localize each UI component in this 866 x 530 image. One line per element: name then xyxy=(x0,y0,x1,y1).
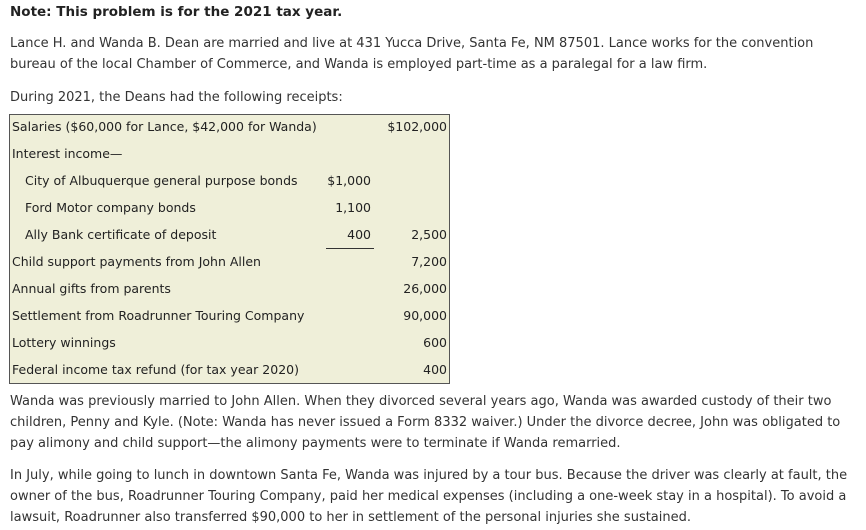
row-amount-col1: 400 xyxy=(347,227,371,242)
row-label: Settlement from Roadrunner Touring Company xyxy=(12,308,305,323)
row-label: Ally Bank certificate of deposit xyxy=(25,227,217,242)
row-amount-col2: 90,000 xyxy=(403,308,447,323)
row-label: City of Albuquerque general purpose bonds xyxy=(25,173,298,188)
table-row xyxy=(10,305,449,327)
subtotal-rule xyxy=(326,248,374,249)
table-row xyxy=(10,197,449,219)
table-row xyxy=(10,278,449,300)
row-label: Annual gifts from parents xyxy=(12,281,171,296)
divorce-paragraph: Wanda was previously married to John Allen. When they divorced several years ago, Wanda was awarded custody of their two children, Penny and Kyle. (Note: Wanda has never issued a Form 8332 waiver.) Under the divorce decree, John was obligated to pay alimony and child support—the alimony payments were to terminate if Wanda remarried. xyxy=(10,394,841,451)
row-amount-col1: $1,000 xyxy=(327,173,371,188)
table-row xyxy=(10,332,449,354)
injury-paragraph: In July, while going to lunch in downtown Santa Fe, Wanda was injured by a tour bus. Because the driver was clearly at fault, the owner of the bus, Roadrunner Touring Company, paid her medical expenses (including a one-week stay in a hospital). To avoid a lawsuit, Roadrunner also transferred $90,000 to her in settlement of the personal injuries she sustained. xyxy=(10,468,848,525)
row-label: Child support payments from John Allen xyxy=(12,254,261,269)
row-amount-col1: 1,100 xyxy=(335,200,371,215)
row-amount-col2: 7,200 xyxy=(411,254,447,269)
intro-paragraph: Lance H. and Wanda B. Dean are married and live at 431 Yucca Drive, Santa Fe, NM 87501. Lance works for the convention bureau of the local Chamber of Commerce, and Wanda is employed part-time as a paralegal for a law firm. xyxy=(10,36,814,72)
row-amount-col2: 400 xyxy=(423,362,447,377)
row-label: Lottery winnings xyxy=(12,335,116,350)
row-label: Interest income— xyxy=(12,146,123,161)
row-amount-col2: 26,000 xyxy=(403,281,447,296)
row-label: Ford Motor company bonds xyxy=(25,200,196,215)
table-row xyxy=(10,116,449,138)
problem-note: Note: This problem is for the 2021 tax year. xyxy=(10,4,343,20)
row-amount-col2: 600 xyxy=(423,335,447,350)
row-label: Federal income tax refund (for tax year 2020) xyxy=(12,362,299,377)
table-row xyxy=(10,359,449,381)
row-amount-col2: 2,500 xyxy=(411,227,447,242)
table-row xyxy=(10,143,449,165)
table-row xyxy=(10,224,449,246)
receipts-table xyxy=(9,114,450,384)
row-amount-col2: $102,000 xyxy=(387,119,447,134)
row-label: Salaries ($60,000 for Lance, $42,000 for Wanda) xyxy=(12,119,317,134)
table-row xyxy=(10,170,449,192)
table-row xyxy=(10,251,449,273)
receipts-heading: During 2021, the Deans had the following receipts: xyxy=(10,90,343,105)
